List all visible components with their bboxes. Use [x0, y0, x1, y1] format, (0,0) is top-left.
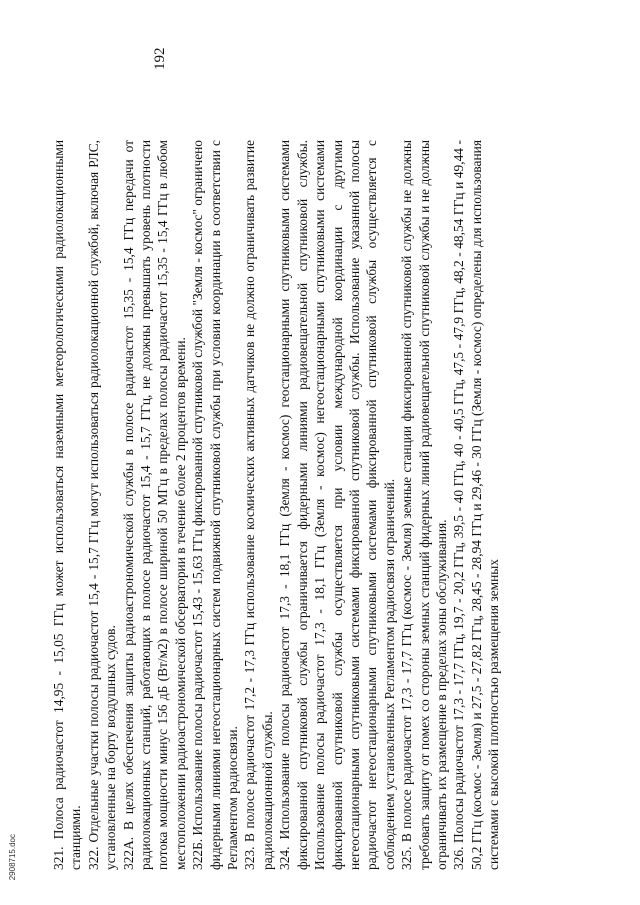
page-number: 192	[152, 47, 168, 70]
paragraph-326: 326. Полосы радиочастот 17,3 - 17,7 ГГц, 19,7 - 20,2 ГГц, 39,5 - 40 ГГц, 40 - 40,5 ГГц, 47,5 - 47,9 ГГц, 48,2 - 48,54 ГГц и 49,44 - 50,2 ГГц (космос - Земля) и 27,5 - 27,82 ГГц, 28,45 - 28,94 ГГц и 29,46 - 30 ГГц (Земля - космос) определены для использования системами с высокой плотностью размещения земных	[451, 140, 502, 870]
rotated-page	[50, 40, 550, 870]
paragraph-322b: 322Б. Использование полосы радиочастот 15,43 - 15,63 ГГц фиксированной спутниковой службой "Земля - космос" ограничено фидерными линиями негеостационарных систем подвижной спутниковой службы при условии координации в соответствии с Регламентом радиосвязи.	[190, 140, 241, 870]
paragraph-323: 323. В полосе радиочастот 17,2 - 17,3 ГГц использование космических активных датчиков не должно ограничивать развитие радиолокационной службы.	[242, 140, 275, 870]
file-footer: 2908715.doc	[8, 833, 17, 880]
paragraph-321: 321. Полоса радиочастот 14,95 - 15,05 ГГц может использоваться наземными метеорологическими радиолокационными станциями.	[51, 140, 84, 870]
document-body	[50, 140, 550, 870]
paragraph-322a: 322А. В целях обеспечения защиты радиоастрономической службы в полосе радиочастот 15,35 - 15,4 ГГц передачи от радиолокационных станций, работающих в полосе радиочастот 15,4 - 15,7 ГГц, не должны превышать уровень плотности потока мощности минус 156 дБ (Вт/м2) в полосе шириной 50 МГц в пределах полосы радиочастот 15,35 - 15,4 ГГц в любом местоположении радиоастрономической обсерватории в течение более 2 процентов времени.	[120, 140, 188, 870]
paragraph-324: 324. Использование полосы радиочастот 17,3 - 18,1 ГГц (Земля - космос) геостационарными спутниковыми системами фиксированной спутниковой службы ограничивается фидерными линиями радиовещательной спутниковой службы. Использование полосы радиочастот 17,3 - 18,1 ГГц (Земля - космос) негеостационарными спутниковыми системами фиксированной спутниковой службы осуществляется при условии международной координации с другими негеостационарными спутниковыми системами фиксированной спутниковой службы. Использование указанной полосы радиочастот негеостационарными спутниковыми системами фиксированной спутниковой службы осуществляется с соблюдением установленных Регламентом радиосвязи ограничений.	[277, 140, 397, 870]
paragraph-325: 325. В полосе радиочастот 17,3 - 17,7 ГГц (космос - Земля) земные станции фиксированной спутниковой службы не должны требовать защиту от помех со стороны земных станций фидерных линий радиовещательной спутниковой службы и не должны ограничивать их размещение в пределах зоны обслуживания.	[399, 140, 449, 870]
paragraph-322: 322. Отдельные участки полосы радиочастот 15,4 - 15,7 ГГц могут использоваться радиолокационной службой, включая РЛС, установленные на борту воздушных судов.	[85, 140, 119, 870]
